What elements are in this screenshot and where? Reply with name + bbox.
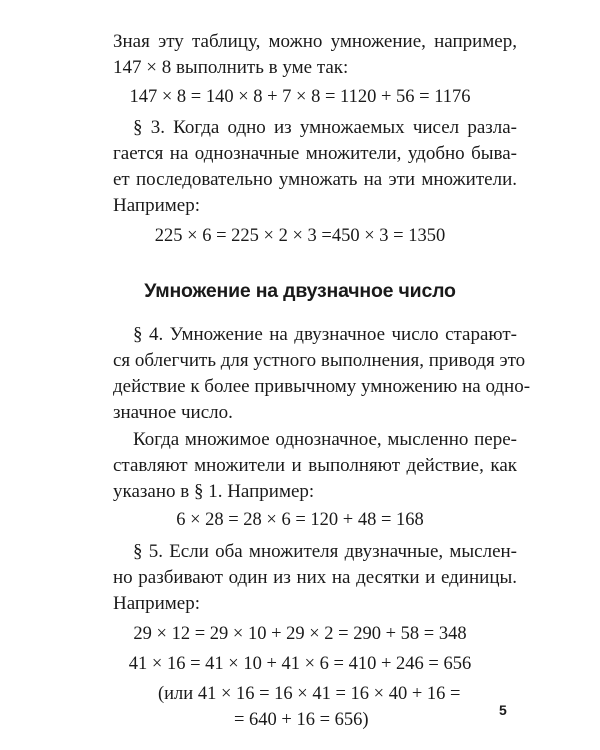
paragraph-single-digit-line-1: Когда множимое однозначное, мысленно пере- — [133, 429, 517, 450]
section-3-line-2: гается на однозначные множители, удобно быва- — [113, 143, 517, 164]
equation-225x6: 225 × 6 = 225 × 2 × 3 =450 × 3 = 1350 — [154, 226, 446, 246]
section-5-line-3: Например: — [113, 593, 200, 614]
section-5-line-2: но разбивают один из них на десятки и единицы. — [113, 567, 517, 588]
equation-6x28: 6 × 28 = 28 × 6 = 120 + 48 = 168 — [176, 510, 424, 530]
paragraph-single-digit-line-2: ставляют множители и выполняют действие, как — [113, 455, 517, 476]
equation-147x8: 147 × 8 = 140 × 8 + 7 × 8 = 1120 + 56 = 1176 — [129, 87, 471, 107]
equation-alt-line-1: (или 41 × 16 = 16 × 41 = 16 × 40 + 16 = — [158, 684, 461, 704]
page-number: 5 — [499, 702, 507, 718]
equation-alt-line-2: = 640 + 16 = 656) — [234, 710, 369, 730]
section-4-line-3: действие к более привычному умножению на одно- — [113, 376, 531, 397]
section-4-line-4: значное число. — [113, 402, 233, 423]
section-3-line-1: § 3. Когда одно из умножаемых чисел разла- — [133, 117, 517, 138]
section-4-line-2: ся облегчить для устного выполнения, приводя это — [113, 350, 526, 371]
equation-41x16: 41 × 16 = 41 × 10 + 41 × 6 = 410 + 246 = 656 — [128, 654, 472, 674]
paragraph-intro-line-1: Зная эту таблицу, можно умножение, например, — [113, 31, 517, 52]
paragraph-intro-line-2: 147 × 8 выполнить в уме так: — [113, 57, 349, 78]
paragraph-single-digit-line-3: указано в § 1. Например: — [113, 481, 315, 502]
section-3-line-3: ет последовательно умножать на эти множители. — [113, 169, 517, 190]
equation-29x12: 29 × 12 = 29 × 10 + 29 × 2 = 290 + 58 = 348 — [133, 624, 467, 644]
section-5-line-1: § 5. Если оба множителя двузначные, мыслен- — [133, 541, 517, 562]
section-3-line-4: Например: — [113, 195, 200, 216]
section-4-line-1: § 4. Умножение на двузначное число старают- — [133, 324, 517, 345]
section-heading: Умножение на двузначное число — [144, 280, 456, 302]
